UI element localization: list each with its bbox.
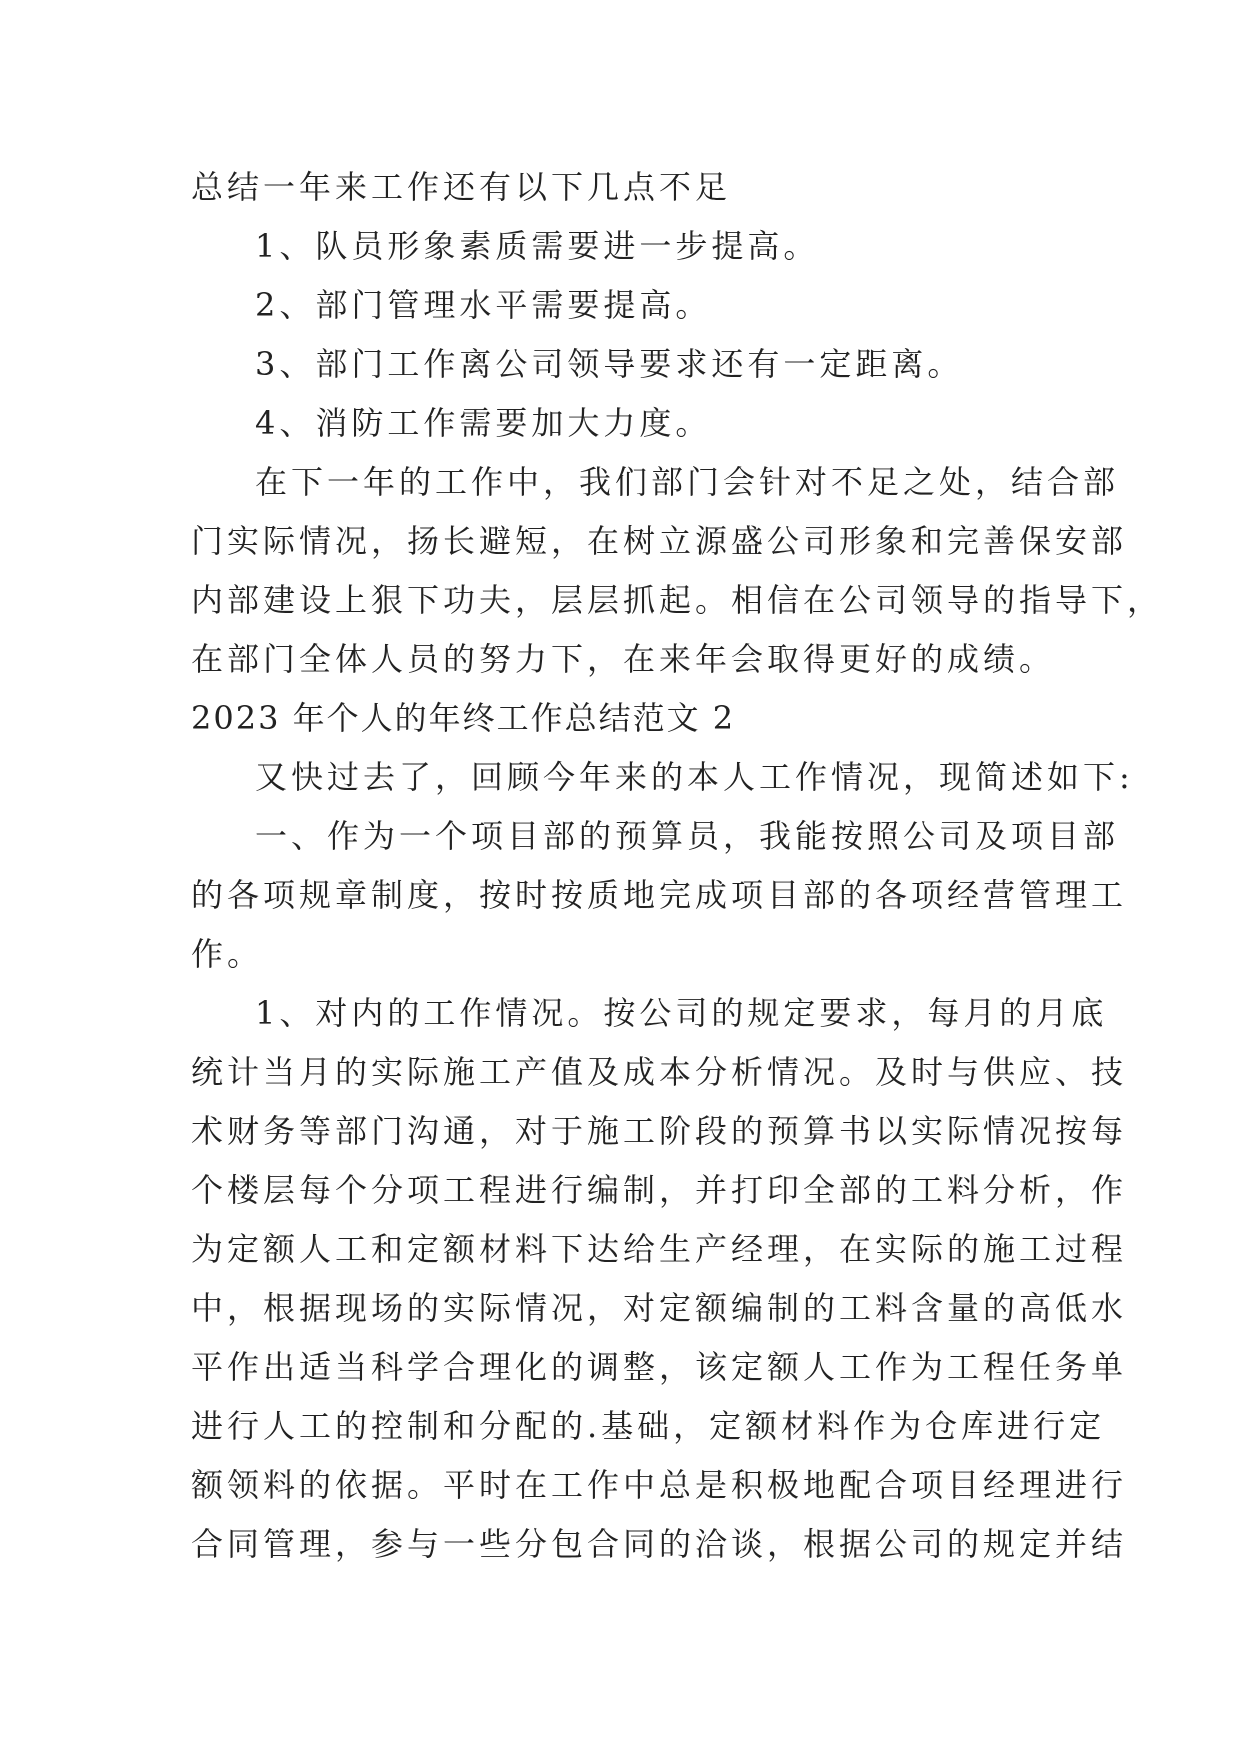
list-item-4: 4、消防工作需要加大力度。 xyxy=(255,404,712,442)
paragraph-line: 术财务等部门沟通，对于施工阶段的预算书以实际情况按每 xyxy=(191,1112,1128,1150)
list-item-3: 3、部门工作离公司领导要求还有一定距离。 xyxy=(255,345,964,383)
paragraph-line: 平作出适当科学合理化的调整，该定额人工作为工程任务单 xyxy=(191,1348,1128,1386)
paragraph-line: 在下一年的工作中，我们部门会针对不足之处，结合部 xyxy=(255,463,1120,501)
paragraph-line: 中，根据现场的实际情况，对定额编制的工料含量的高低水 xyxy=(191,1289,1128,1327)
paragraph-line: 额领料的依据。平时在工作中总是积极地配合项目经理进行 xyxy=(191,1466,1128,1504)
list-item-1: 1、队员形象素质需要进一步提高。 xyxy=(255,227,820,265)
document-body xyxy=(191,158,1164,1574)
paragraph-line: 1、对内的工作情况。按公司的规定要求，每月的月底 xyxy=(255,994,1108,1032)
paragraph-line: 合同管理，参与一些分包合同的洽谈，根据公司的规定并结 xyxy=(191,1525,1128,1563)
paragraph-line: 的各项规章制度，按时按质地完成项目部的各项经营管理工 xyxy=(191,876,1128,914)
paragraph-line: 内部建设上狠下功夫，层层抓起。相信在公司领导的指导下， xyxy=(191,581,1164,619)
paragraph-line: 为定额人工和定额材料下达给生产经理，在实际的施工过程 xyxy=(191,1230,1128,1268)
paragraph-line: 一、作为一个项目部的预算员，我能按照公司及项目部 xyxy=(255,817,1120,855)
paragraph-line: 作。 xyxy=(191,935,264,973)
paragraph-line: 在部门全体人员的努力下，在来年会取得更好的成绩。 xyxy=(191,640,1056,678)
section-heading: 2023 年个人的年终工作总结范文 2 xyxy=(191,699,736,737)
list-item-2: 2、部门管理水平需要提高。 xyxy=(255,286,712,324)
paragraph-line: 门实际情况，扬长避短，在树立源盛公司形象和完善保安部 xyxy=(191,522,1128,560)
paragraph-line: 个楼层每个分项工程进行编制，并打印全部的工料分析，作 xyxy=(191,1171,1128,1209)
section-intro-line: 总结一年来工作还有以下几点不足 xyxy=(191,168,732,206)
paragraph-line: 统计当月的实际施工产值及成本分析情况。及时与供应、技 xyxy=(191,1053,1128,1091)
paragraph-line: 又快过去了，回顾今年来的本人工作情况，现简述如下: xyxy=(255,758,1134,796)
paragraph-line: 进行人工的控制和分配的.基础，定额材料作为仓库进行定 xyxy=(191,1407,1106,1445)
